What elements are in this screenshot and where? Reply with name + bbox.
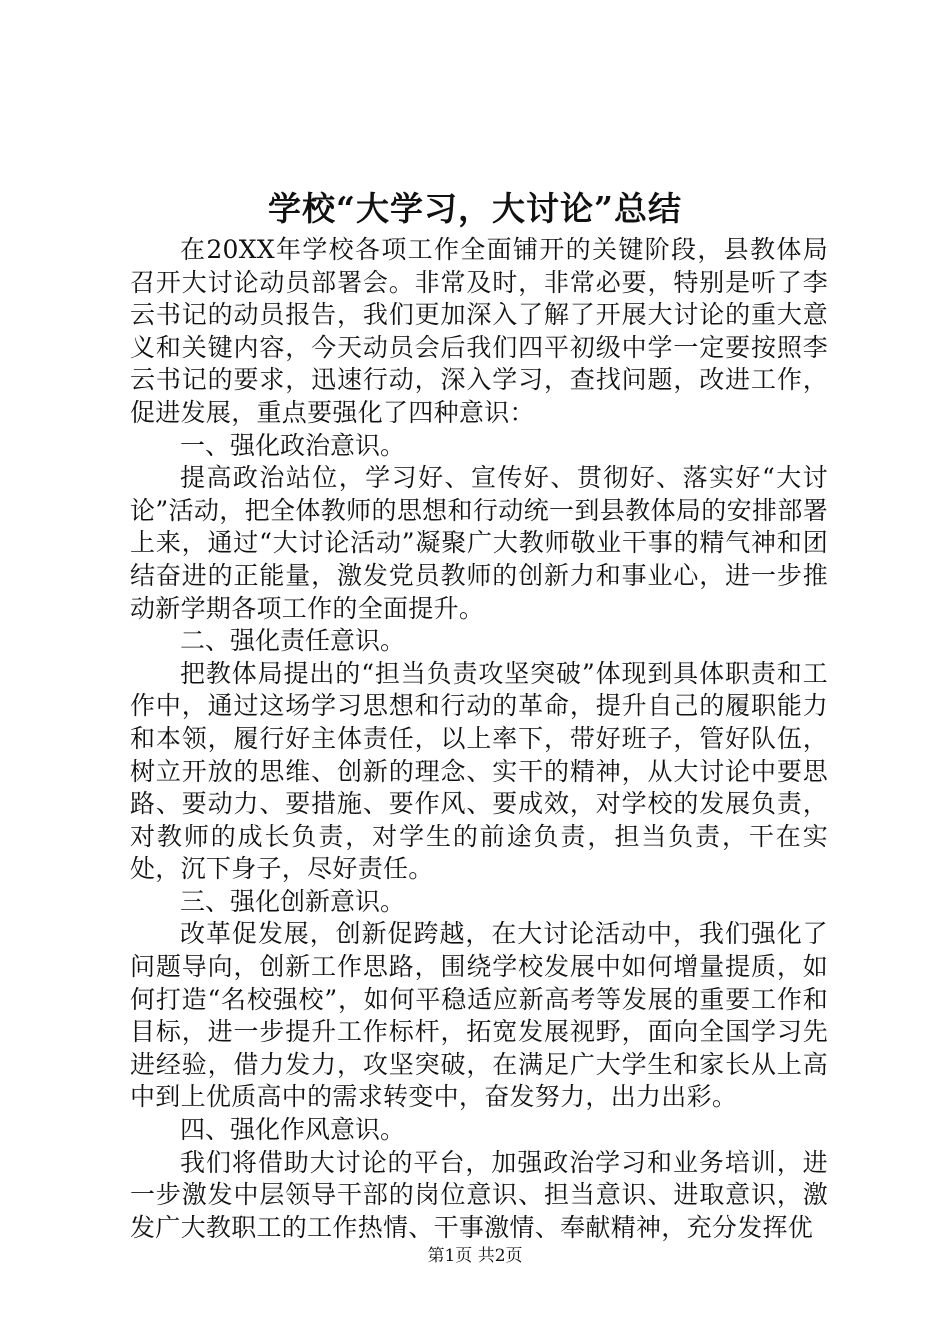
section-heading-1: 一、强化政治意识。 [180,430,406,460]
section-paragraph-3: 改革促发展，创新促跨越，在大讨论活动中，我们强化了问题导向，创新工作思路，围绕学校发展中如何增量提质，如何打造“名校强校”，如何平稳适应新高考等发展的重要工作和目标，进一步提升工作标杆，拓宽发展视野，面向全国学习先进经验，借力发力，攻坚突破，在满足广大学生和家长从上高中到上优质高中的需求转变中，奋发努力，出力出彩。 [130,919,828,1112]
intro-paragraph: 在20XX年学校各项工作全面铺开的关键阶段，县教体局召开大讨论动员部署会。非常及时，非常必要，特别是听了李云书记的动员报告，我们更加深入了解了开展大讨论的重大意义和关键内容，今天动员会后我们四平初级中学一定要按照李云书记的要求，迅速行动，深入学习，查找问题，改进工作，促进发展，重点要强化了四种意识： [130,235,828,427]
page-number-footer: 第1页 共2页 [427,1246,523,1266]
section-heading-4: 四、强化作风意识。 [180,1115,406,1145]
section-paragraph-1: 提高政治站位，学习好、宣传好、贯彻好、落实好“大讨论”活动，把全体教师的思想和行动统一到县教体局的安排部署上来，通过“大讨论活动”凝聚广大教师敬业干事的精气神和团结奋进的正能量，激发党员教师的创新力和事业心，进一步推动新学期各项工作的全面提升。 [130,463,828,623]
section-paragraph-2: 把教体局提出的“担当负责攻坚突破”体现到具体职责和工作中，通过这场学习思想和行动的革命，提升自己的履职能力和本领，履行好主体责任，以上率下，带好班子，管好队伍，树立开放的思维、创新的理念、实干的精神，从大讨论中要思路、要动力、要措施、要作风、要成效，对学校的发展负责，对教师的成长负责，对学生的前途负责，担当负责，干在实处，沉下身子，尽好责任。 [130,658,828,884]
section-paragraph-4: 我们将借助大讨论的平台，加强政治学习和业务培训，进一步激发中层领导干部的岗位意识、担当意识、进取意识，激发广大教职工的工作热情、干事激情、奉献精神，充分发挥优 [130,1147,828,1242]
document-body [130,234,828,1244]
document-title: 学校“大学习，大讨论”总结 [268,189,682,228]
section-heading-2: 二、强化责任意识。 [180,626,406,656]
section-heading-3: 三、强化创新意识。 [180,886,406,916]
